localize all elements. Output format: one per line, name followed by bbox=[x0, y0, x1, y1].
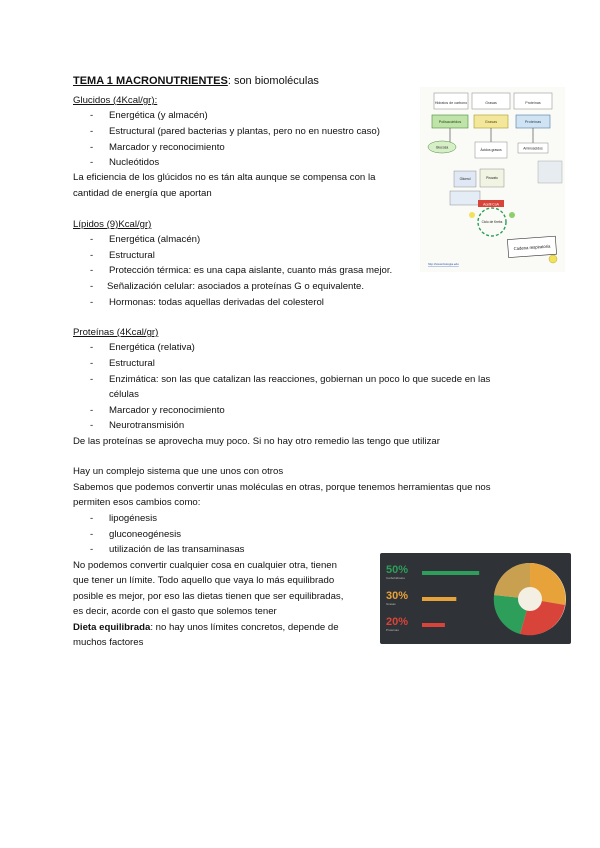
bullet-dash: - bbox=[90, 544, 94, 555]
node-box bbox=[450, 191, 480, 205]
proteinas-heading: Proteínas (4Kcal/gr) bbox=[73, 327, 159, 338]
sistema-item: lipogénesis bbox=[109, 513, 158, 524]
bar bbox=[422, 571, 479, 575]
lipidos-item: Protección térmica: es una capa aislante, cuanto más grasa mejor. bbox=[109, 265, 393, 276]
node-krebs-label: Ciclo de Krebs bbox=[481, 220, 503, 224]
conversion-line: que tener un límite. Todo aquello que vaya lo más equilibrado bbox=[73, 575, 335, 586]
bar-category-label: Carbohidratos bbox=[386, 576, 405, 580]
lipidos-item: Señalización celular: asociados a proteínas G o equivalente. bbox=[107, 281, 365, 292]
dot-icon bbox=[469, 212, 475, 218]
bar-value-label: 20% bbox=[386, 616, 409, 628]
bar-value-label: 30% bbox=[386, 590, 409, 602]
bullet-dash: - bbox=[90, 297, 94, 308]
bar-category-label: Grasas bbox=[386, 602, 396, 606]
glucidos-para: La eficiencia de los glúcidos no es tán alta aunque se compensa con la bbox=[73, 172, 376, 183]
box-polisacaridos-label: Polisacáridos bbox=[438, 120, 462, 124]
conversion-line: es decir, acorde con el gasto que solemos tener bbox=[73, 606, 277, 617]
bar bbox=[422, 623, 445, 627]
bullet-dash: - bbox=[90, 342, 94, 353]
title-rest: : son biomoléculas bbox=[227, 75, 319, 87]
bullet-dash: - bbox=[90, 110, 94, 121]
plate-center-icon bbox=[518, 587, 542, 611]
lipidos-item: Estructural bbox=[109, 250, 155, 261]
node-piruvato-label: Piruvato bbox=[486, 176, 498, 180]
title-main: TEMA 1 MACRONUTRIENTES bbox=[73, 75, 228, 87]
proteinas-item: Marcador y reconocimiento bbox=[109, 405, 225, 416]
bar-value-label: 50% bbox=[386, 564, 409, 576]
glucidos-item: Energética (y almacén) bbox=[109, 110, 208, 121]
node-aminoacidos-label: Aminoácidos bbox=[523, 146, 543, 151]
bullet-dash: - bbox=[90, 420, 94, 431]
node-acidos-label: Ácidos grasos bbox=[480, 148, 502, 152]
bullet-dash: - bbox=[90, 513, 94, 524]
col-header-1: Hidratos de carbono bbox=[434, 101, 468, 105]
dieta-line-2: muchos factores bbox=[73, 637, 144, 648]
bullet-dash: - bbox=[90, 157, 94, 168]
proteinas-item: Energética (relativa) bbox=[109, 342, 195, 353]
page-title bbox=[73, 74, 319, 88]
bullet-dash: - bbox=[90, 358, 94, 369]
diagram-link: http://www.biologia.edu bbox=[428, 262, 459, 266]
bullet-dash: - bbox=[90, 405, 94, 416]
bullet-dash: - bbox=[90, 250, 94, 261]
dieta-label: Dieta equilibrada bbox=[73, 622, 151, 633]
col-header-3: Proteínas bbox=[525, 101, 541, 105]
sistema-line: permiten esos cambios como: bbox=[73, 497, 201, 508]
diet-chart bbox=[380, 553, 571, 644]
col-header-2: Grasas bbox=[485, 101, 497, 105]
proteinas-item: Neurotransmisión bbox=[109, 420, 185, 431]
box-grasas-label: Grasas bbox=[484, 120, 498, 124]
dot-icon bbox=[509, 212, 515, 218]
conversion-line: posible es mejor, por eso las dietas tienen que ser equilibradas, bbox=[73, 591, 344, 602]
box-proteinas-label: Proteínas bbox=[524, 120, 542, 124]
dieta-rest: : no hay unos límites concretos, depende de bbox=[150, 622, 339, 633]
glucidos-heading: Glucidos (4Kcal/gr): bbox=[73, 95, 158, 106]
glucidos-item: Marcador y reconocimiento bbox=[109, 142, 225, 153]
bar bbox=[422, 597, 456, 601]
lipidos-item: Hormonas: todas aquellas derivadas del colesterol bbox=[109, 297, 324, 308]
proteinas-item: Enzimática: son las que catalizan las reacciones, gobiernan un poco lo que sucede en las bbox=[109, 374, 491, 385]
bullet-dash: - bbox=[90, 126, 94, 137]
bullet-dash: - bbox=[90, 234, 94, 245]
conversion-line: No podemos convertir cualquier cosa en cualquier otra, tienen bbox=[73, 560, 337, 571]
node-cadena-label: Cadena respiratoria bbox=[513, 243, 551, 252]
bullet-dash: - bbox=[90, 281, 94, 292]
proteinas-item: células bbox=[109, 389, 139, 400]
proteinas-item: Estructural bbox=[109, 358, 155, 369]
proteinas-para: De las proteínas se aprovecha muy poco. Si no hay otro remedio las tengo que utilizar bbox=[73, 436, 440, 447]
sistema-item: utilización de las transaminasas bbox=[109, 544, 245, 555]
bullet-dash: - bbox=[90, 374, 94, 385]
bullet-dash: - bbox=[90, 265, 94, 276]
glucidos-item: Nucleótidos bbox=[109, 157, 160, 168]
bar-category-label: Proteínas bbox=[386, 628, 399, 632]
sistema-item: gluconeogénesis bbox=[109, 529, 182, 540]
metabolism-diagram bbox=[420, 87, 565, 272]
side-box bbox=[538, 161, 562, 183]
glucidos-item: Estructural (pared bacterias y plantas, pero no en nuestro caso) bbox=[109, 126, 380, 137]
dieta-line bbox=[73, 622, 339, 634]
bullet-dash: - bbox=[90, 529, 94, 540]
lipidos-heading: Lípidos (9)Kcal/gr) bbox=[73, 219, 152, 230]
bullet-dash: - bbox=[90, 142, 94, 153]
glucidos-para: cantidad de energía que aportan bbox=[73, 188, 212, 199]
sun-icon bbox=[549, 255, 557, 263]
sistema-line: Hay un complejo sistema que une unos con otros bbox=[73, 466, 284, 477]
node-glicerol-label: Glicerol bbox=[459, 177, 471, 181]
sistema-line: Sabemos que podemos convertir unas moléculas en otras, porque tenemos herramientas que nos bbox=[73, 482, 491, 493]
lipidos-item: Energética (almacén) bbox=[109, 234, 201, 245]
node-glucosa-label: Glucosa bbox=[435, 145, 449, 150]
node-acetil-label: Acetil CoA bbox=[483, 202, 499, 207]
